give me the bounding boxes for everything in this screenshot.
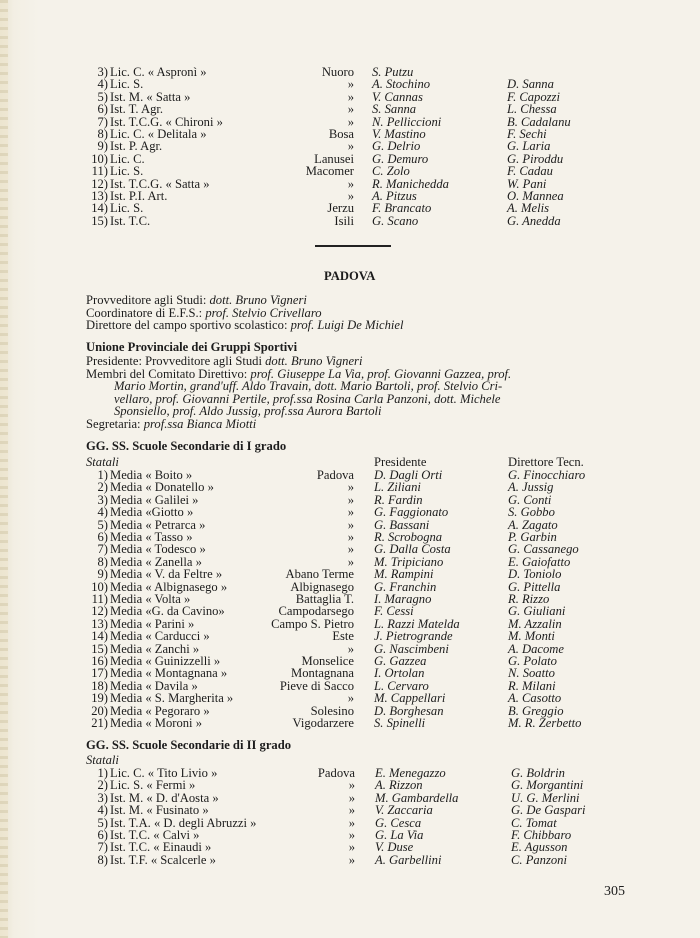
school-name: Ist. T.C. « Calvi » — [110, 828, 200, 842]
school-name: Lic. S. — [110, 164, 144, 179]
school-director: G. Finocchiaro — [508, 468, 586, 482]
school-director: E. Gaiofatto — [508, 554, 571, 569]
school-number: 8) — [97, 852, 108, 867]
school-president: S. Putzu — [372, 65, 414, 79]
school-president: V. Mastino — [372, 127, 426, 141]
school-president: F. Brancato — [372, 201, 432, 216]
school-city: » — [347, 176, 354, 191]
school-city: » — [347, 517, 354, 532]
school-name: Media « Moroni » — [110, 716, 202, 730]
school-president: F. Cessi — [374, 604, 414, 619]
school-name: Media « Guinizzelli » — [110, 654, 221, 668]
school-city: Campo S. Pietro — [271, 616, 354, 631]
school-city: » — [347, 77, 354, 92]
school-name: Ist. M. « D. d'Aosta » — [110, 790, 219, 805]
school-president: A. Rizzon — [375, 778, 423, 793]
school-row — [0, 854, 700, 867]
school-director: B. Cadalanu — [507, 114, 571, 129]
school-number: 15) — [91, 641, 108, 656]
school-name: Ist. T.F. « Scalcerle » — [110, 852, 216, 867]
school-city: » — [348, 828, 355, 842]
school-city: Nuoro — [321, 65, 354, 79]
school-number: 5) — [97, 815, 108, 830]
school-city: Solesino — [310, 703, 354, 718]
school-director: F. Capozzi — [507, 89, 560, 104]
school-number: 6) — [97, 530, 108, 544]
school-number: 10) — [91, 151, 108, 166]
school-president: G. Scano — [372, 213, 419, 228]
school-president: G. Faggionato — [374, 505, 449, 520]
school-president: G. Dalla Costa — [374, 542, 451, 557]
school-city: » — [347, 89, 354, 104]
section1-heading: GG. SS. Scuole Secondarie di I grado — [86, 439, 287, 453]
school-president: V. Zaccaria — [375, 803, 433, 818]
school-president: L. Ziliani — [374, 480, 421, 495]
school-director: G. Cassanego — [508, 542, 579, 557]
official-name: prof. Stelvio Crivellaro — [205, 305, 322, 320]
school-director: N. Soatto — [508, 666, 555, 681]
school-director: L. Chessa — [507, 102, 557, 117]
school-number: 12) — [91, 604, 108, 619]
school-director: G. Polato — [508, 654, 557, 668]
school-name: Media « Todesco » — [110, 542, 206, 557]
school-number: 20) — [91, 703, 108, 718]
school-president: V. Cannas — [372, 89, 423, 104]
school-name: Media « Zanella » — [110, 554, 202, 569]
page-number: 305 — [604, 884, 625, 899]
school-director: O. Mannea — [507, 189, 564, 203]
school-name: Ist. M. « Fusinato » — [110, 803, 209, 818]
school-director: U. G. Merlini — [511, 790, 580, 805]
school-number: 4) — [97, 505, 108, 520]
school-name: Lic. C. « Tito Livio » — [110, 766, 218, 780]
school-number: 18) — [91, 678, 108, 693]
school-president: G. Gazzea — [374, 654, 427, 668]
segretaria-name: prof.ssa Bianca Miotti — [143, 417, 257, 431]
school-president: A. Pitzus — [372, 189, 417, 203]
school-director: M. R. Zerbetto — [508, 716, 582, 730]
school-number: 11) — [91, 592, 108, 606]
school-name: Media « Montagnana » — [110, 666, 228, 681]
school-director: P. Garbin — [508, 530, 557, 544]
membri-names-2: Mario Mortin, grand'uff. Aldo Travain, dott. Mario Bartoli, prof. Stelvio Cri- — [114, 379, 503, 393]
school-city: Lanusei — [314, 151, 354, 166]
school-name: Media « Carducci » — [110, 629, 210, 644]
school-president: G. Bassani — [374, 517, 430, 532]
school-number: 7) — [97, 542, 108, 557]
school-director: G. Pittella — [508, 579, 561, 594]
school-director: G. De Gaspari — [511, 803, 586, 818]
school-director: G. Morgantini — [511, 778, 584, 793]
school-city: Padova — [316, 468, 354, 482]
school-city: » — [348, 852, 355, 867]
school-number: 14) — [91, 629, 108, 644]
school-city: » — [347, 114, 354, 129]
school-name: Lic. C. « Delitala » — [110, 127, 207, 141]
official-line — [86, 319, 403, 332]
school-president: G. Nascimbeni — [374, 641, 449, 656]
school-name: Media « Volta » — [110, 592, 191, 606]
school-director: A. Melis — [507, 201, 549, 216]
school-row — [0, 215, 700, 228]
school-city: Monselice — [301, 654, 354, 668]
school-name: Media « S. Margherita » — [110, 691, 234, 706]
school-director: F. Chibbaro — [511, 828, 572, 842]
school-director: R. Rizzo — [508, 592, 550, 606]
school-number: 1) — [97, 468, 108, 482]
school-president: M. Gambardella — [375, 790, 459, 805]
school-number: 12) — [91, 176, 108, 191]
school-city: Campodarsego — [278, 604, 354, 619]
school-name: Lic. S. « Fermi » — [110, 778, 196, 793]
school-name: Media « Parini » — [110, 616, 195, 631]
school-number: 5) — [97, 517, 108, 532]
school-city: Bosa — [328, 127, 354, 141]
school-city: » — [348, 778, 355, 793]
school-director: A. Dacome — [508, 641, 564, 656]
school-number: 4) — [97, 803, 108, 818]
school-city: Albignasego — [290, 579, 354, 594]
school-name: Ist. P. Agr. — [110, 139, 163, 154]
unione-heading: Unione Provinciale dei Gruppi Sportivi — [86, 340, 298, 354]
school-president: M. Tripiciano — [374, 554, 444, 569]
column-header-direttore: Direttore Tecn. — [508, 455, 584, 469]
school-president: D. Borghesan — [374, 703, 444, 718]
school-name: Lic. C. « Aspronì » — [110, 65, 207, 79]
school-number: 3) — [97, 492, 108, 507]
school-name: Media « Davila » — [110, 678, 198, 693]
school-president: L. Razzi Matelda — [374, 616, 460, 631]
school-number: 7) — [97, 840, 108, 855]
school-name: Lic. S. — [110, 77, 144, 92]
school-row — [0, 717, 700, 730]
school-number: 6) — [97, 102, 108, 117]
school-name: Media « Albignasego » — [110, 579, 228, 594]
school-name: Media « Donatello » — [110, 480, 214, 495]
membri-label: Membri del Comitato Direttivo: — [86, 367, 251, 381]
school-name: Lic. S. — [110, 201, 144, 216]
school-director: G. Boldrin — [511, 766, 565, 780]
school-city: » — [347, 530, 354, 544]
school-president: M. Rampini — [374, 567, 434, 582]
official-role: Provveditore agli Studi: — [86, 293, 210, 307]
school-director: F. Sechi — [507, 127, 547, 141]
school-director: G. Laria — [507, 139, 551, 154]
school-director: F. Cadau — [507, 164, 553, 179]
school-president: G. La Via — [375, 828, 424, 842]
school-number: 14) — [91, 201, 108, 216]
school-city: » — [347, 554, 354, 569]
school-director: D. Toniolo — [508, 567, 562, 582]
school-city: » — [347, 139, 354, 154]
school-director: B. Greggio — [508, 703, 564, 718]
school-name: Media «G. da Cavino» — [110, 604, 225, 619]
school-name: Media « Tasso » — [110, 530, 193, 544]
school-president: S. Spinelli — [374, 716, 426, 730]
school-city: Abano Terme — [285, 567, 354, 582]
school-city: Montagnana — [291, 666, 354, 681]
school-president: A. Stochino — [372, 77, 431, 92]
official-name: prof. Luigi De Michiel — [290, 318, 404, 332]
school-name: Lic. C. — [110, 151, 145, 166]
column-header-presidente: Presidente — [374, 455, 427, 469]
school-city: » — [347, 492, 354, 507]
school-name: Ist. P.I. Art. — [110, 189, 168, 203]
school-director: M. Azzalin — [508, 616, 562, 631]
school-president: I. Maragno — [374, 592, 432, 606]
school-number: 21) — [91, 716, 108, 730]
school-number: 3) — [97, 65, 108, 79]
school-number: 4) — [97, 77, 108, 92]
school-city: Macomer — [305, 164, 354, 179]
school-number: 5) — [97, 89, 108, 104]
statali-label-2: Statali — [86, 753, 119, 767]
statali-label-1: Statali — [86, 455, 119, 469]
presidente-label: Presidente: Provveditore agli Studi — [86, 354, 266, 368]
school-president: J. Pietrogrande — [374, 629, 453, 644]
school-president: A. Garbellini — [375, 852, 442, 867]
school-president: V. Duse — [375, 840, 414, 855]
section2-heading: GG. SS. Scuole Secondarie di II grado — [86, 738, 292, 752]
school-name: Media « Petrarca » — [110, 517, 206, 532]
school-number: 9) — [97, 567, 108, 582]
school-city: » — [347, 480, 354, 495]
official-name: dott. Bruno Vigneri — [209, 293, 307, 307]
school-president: R. Manichedda — [372, 176, 449, 191]
presidente-name: dott. Bruno Vigneri — [265, 354, 363, 368]
school-number: 19) — [91, 691, 108, 706]
school-director: D. Sanna — [507, 77, 554, 92]
school-number: 15) — [91, 213, 108, 228]
segretaria-line — [86, 418, 256, 431]
school-president: M. Cappellari — [374, 691, 446, 706]
school-director: G. Giuliani — [508, 604, 566, 619]
school-director: A. Jussig — [508, 480, 554, 495]
school-city: Este — [332, 629, 354, 644]
official-role: Coordinatore di E.F.S.: — [86, 305, 206, 320]
school-name: Ist. T.A. « D. degli Abruzzi » — [110, 815, 257, 830]
school-number: 13) — [91, 616, 108, 631]
school-name: Media « Zanchi » — [110, 641, 200, 656]
school-number: 10) — [91, 579, 108, 594]
school-director: C. Tomat — [511, 815, 557, 830]
school-president: S. Sanna — [372, 102, 417, 117]
membri-names-1: prof. Giuseppe La Via, prof. Giovanni Gazzea, prof. — [250, 367, 512, 381]
official-role: Direttore del campo sportivo scolastico: — [86, 318, 291, 332]
school-director: C. Panzoni — [511, 852, 567, 867]
school-city: Jerzu — [327, 201, 354, 216]
school-number: 13) — [91, 189, 108, 203]
school-director: M. Monti — [508, 629, 555, 644]
school-president: G. Demuro — [372, 151, 429, 166]
membri-names-4: Sponsiello, prof. Aldo Jussig, prof.ssa Aurora Bartoli — [114, 404, 382, 418]
school-city: » — [347, 505, 354, 520]
school-city: Vigodarzere — [292, 716, 354, 730]
school-city: » — [347, 641, 354, 656]
school-name: Media « Galilei » — [110, 492, 199, 507]
school-president: R. Scrobogna — [374, 530, 443, 544]
school-director: G. Anedda — [507, 213, 561, 228]
section-divider — [315, 245, 391, 247]
school-president: G. Delrio — [372, 139, 421, 154]
school-director: G. Piroddu — [507, 151, 564, 166]
school-number: 7) — [97, 114, 108, 129]
school-city: » — [348, 803, 355, 818]
school-number: 6) — [97, 828, 108, 842]
school-president: N. Pelliccioni — [372, 114, 442, 129]
school-number: 1) — [97, 766, 108, 780]
school-number: 2) — [97, 778, 108, 793]
school-director: A. Casotto — [508, 691, 562, 706]
school-name: Media « Pegoraro » — [110, 703, 210, 718]
school-director: A. Zagato — [508, 517, 558, 532]
school-number: 17) — [91, 666, 108, 681]
school-director: W. Pani — [507, 176, 547, 191]
school-name: Ist. T.C. « Einaudi » — [110, 840, 212, 855]
school-name: Media «Giotto » — [110, 505, 194, 520]
school-name: Media « V. da Feltre » — [110, 567, 223, 582]
school-director: R. Milani — [508, 678, 556, 693]
membri-names-3: vellaro, prof. Giovanni Pertile, prof.ssa Rosina Carla Panzoni, dott. Michele — [114, 392, 501, 406]
school-name: Ist. T.C.G. « Satta » — [110, 176, 210, 191]
school-number: 9) — [97, 139, 108, 154]
school-number: 16) — [91, 654, 108, 668]
school-name: Ist. T.C.G. « Chironi » — [110, 114, 223, 129]
school-city: » — [347, 542, 354, 557]
school-director: E. Agusson — [511, 840, 568, 855]
school-city: Isili — [334, 213, 354, 228]
school-number: 2) — [97, 480, 108, 495]
school-president: G. Cesca — [375, 815, 422, 830]
school-city: » — [348, 790, 355, 805]
school-president: L. Cervaro — [374, 678, 429, 693]
school-name: Ist. M. « Satta » — [110, 89, 191, 104]
school-city: Padova — [317, 766, 355, 780]
padova-heading: PADOVA — [324, 269, 376, 283]
school-president: I. Ortolan — [374, 666, 425, 681]
school-city: Battaglia T. — [295, 592, 354, 606]
school-number: 8) — [97, 554, 108, 569]
school-city: » — [347, 102, 354, 117]
school-city: » — [348, 840, 355, 855]
school-president: E. Menegazzo — [375, 766, 446, 780]
presidente-line — [86, 355, 362, 368]
school-city: » — [347, 189, 354, 203]
school-number: 8) — [97, 127, 108, 141]
school-director: S. Gobbo — [508, 505, 555, 520]
school-name: Ist. T. Agr. — [110, 102, 164, 117]
school-number: 3) — [97, 790, 108, 805]
school-director: G. Conti — [508, 492, 552, 507]
school-name: Media « Boito » — [110, 468, 193, 482]
school-president: G. Franchin — [374, 579, 437, 594]
school-number: 11) — [91, 164, 108, 179]
school-city: » — [347, 691, 354, 706]
school-president: D. Dagli Orti — [374, 468, 443, 482]
segretaria-label: Segretaria: — [86, 417, 144, 431]
school-city: » — [348, 815, 355, 830]
school-president: R. Fardin — [374, 492, 423, 507]
school-name: Ist. T.C. — [110, 213, 151, 228]
school-city: Pieve di Sacco — [279, 678, 354, 693]
school-president: C. Zolo — [372, 164, 410, 179]
